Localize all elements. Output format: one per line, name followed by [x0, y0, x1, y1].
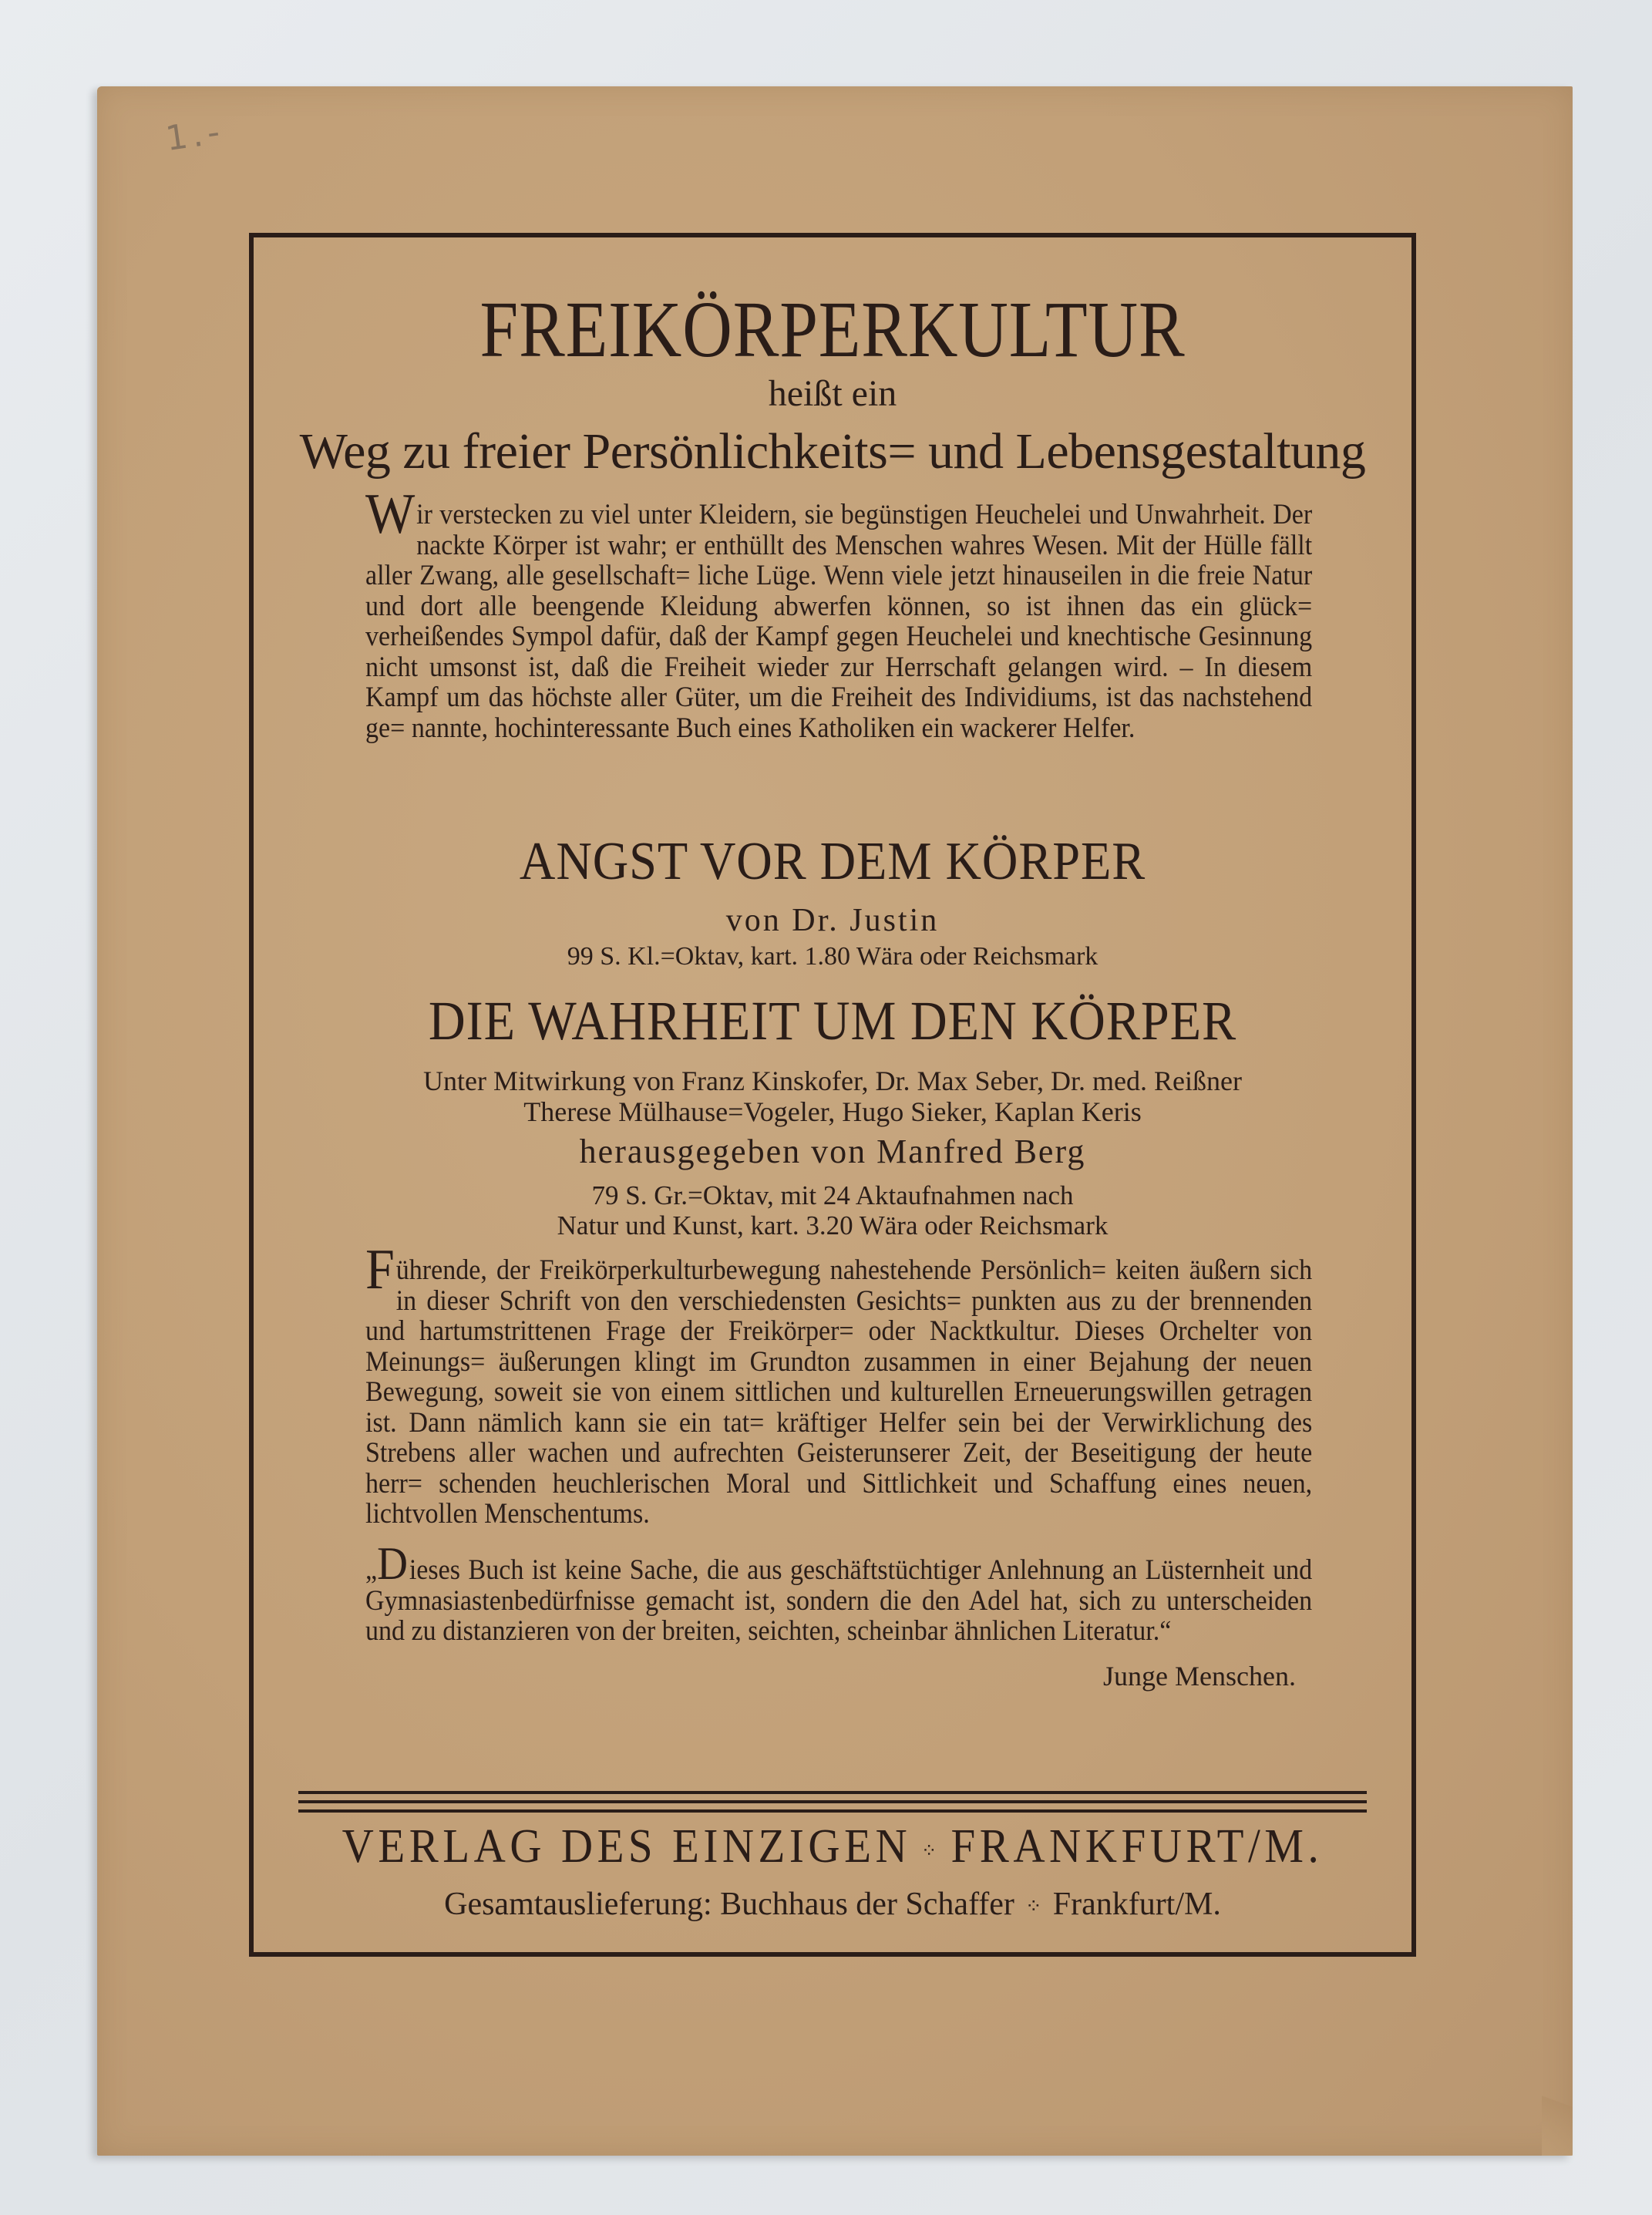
- ornament-icon: ⁘: [1025, 1895, 1042, 1918]
- quote-text: ieses Buch ist keine Sache, die aus geschäftstüchtiger Anlehnung an Lüsternheit und Gymnasiastenbedürfnisse gemacht ist, sondern die den Adel hat, sich zu unterscheiden und zu distanzieren von der breiten, seichten, scheinbar ähnlichen Literatur.“: [365, 1554, 1313, 1647]
- quote-source: Junge Menschen.: [1103, 1661, 1296, 1692]
- book2-details-line1: 79 S. Gr.=Oktav, mit 24 Aktaufnahmen nach: [591, 1180, 1074, 1210]
- description-dropcap: F: [365, 1238, 395, 1301]
- printed-frame: [249, 233, 1416, 1957]
- publisher-line: [300, 1819, 1365, 1874]
- publisher-city: FRANKFURT/M.: [950, 1820, 1324, 1873]
- subtitle-small: heißt ein: [768, 373, 897, 414]
- book1-title: ANGST VOR DEM KÖRPER: [519, 832, 1146, 891]
- description-text: ührende, der Freikörperkulturbewegung nahestehende Persönlich= keiten äußern sich in dieser Schrift von den verschiedensten Gesichts= punkten aus zu der brennenden und hartumstrittenen Frage der Freikörper= oder Nacktkultur. Dieses Orchelter von Meinungs= äußerungen klingt im Grundton zusammen in einer Bejahung der neuen Bewegung, soweit sie von einem sittlichen und kulturellen Erneuerungswillen getragen ist. Dann nämlich kann sie ein tat= kräftiger Helfer sein bei der Verwirklichung des Strebens aller wachen und aufrechten Geisterunserer Zeit, der Beseitigung der heute herr= schenden heuchlerischen Moral und Sittlichkeit und Schaffung eines neuen, lichtvollen Menschentums.: [365, 1254, 1313, 1530]
- main-title: FREIKÖRPERKULTUR: [479, 285, 1186, 374]
- torn-corner: [1542, 2066, 1573, 2156]
- subtitle-large: Weg zu freier Persönlichkeits= und Lebensgestaltung: [299, 423, 1366, 480]
- quote-open-mark: „: [365, 1554, 378, 1586]
- book2-contributors-line1: Unter Mitwirkung von Franz Kinskofer, Dr. Max Seber, Dr. med. Reißner: [423, 1065, 1242, 1096]
- book2-title: DIE WAHRHEIT UM DEN KÖRPER: [428, 990, 1237, 1052]
- quote-dropcap: D: [377, 1538, 408, 1589]
- book2-details-line2: Natur und Kunst, kart. 3.20 Wära oder Reichsmark: [557, 1210, 1109, 1240]
- delivery-city: Frankfurt/M.: [1052, 1887, 1221, 1922]
- book1-author: von Dr. Justin: [725, 903, 940, 938]
- book2-contributors-line2: Therese Mülhause=Vogeler, Hugo Sieker, Kaplan Keris: [523, 1096, 1142, 1127]
- delivery-line: [254, 1886, 1411, 1923]
- publisher-name: VERLAG DES EINZIGEN: [342, 1820, 912, 1873]
- ornament-icon: ⁘: [921, 1839, 941, 1862]
- quote-paragraph: [365, 1538, 1313, 1647]
- handwritten-price-mark: 1.-: [163, 111, 227, 160]
- book1-details: 99 S. Kl.=Oktav, kart. 1.80 Wära oder Reichsmark: [567, 942, 1099, 971]
- intro-text: ir verstecken zu viel unter Kleidern, sie begünstigen Heuchelei und Unwahrheit. Der nackte Körper ist wahr; er enthüllt des Menschen wahres Wesen. Mit der Hülle fällt aller Zwang, alle gesellschaft= liche Lüge. Wenn viele jetzt hinauseilen in die freie Natur und dort alle beengende Kleidung abwerfen können, so ist ihnen das ein glück= verheißendes Sympol dafür, daß der Kampf gegen Heuchelei und knechtische Gesinnung nicht umsonst ist, daß die Freiheit wieder zur Herrschaft gelangen wird. – In diesem Kampf um das höchste aller Güter, um die Freiheit des Individiums, ist das nachstehend ge= nannte, hochinteressante Buch eines Katholiken ein wackerer Helfer.: [365, 499, 1313, 744]
- intro-dropcap: W: [365, 483, 416, 546]
- delivery-label: Gesamtauslieferung: Buchhaus der Schaffer: [444, 1887, 1014, 1922]
- description-paragraph: [365, 1238, 1313, 1530]
- book2-editor: herausgegeben von Manfred Berg: [579, 1133, 1086, 1170]
- triple-rule-divider: [298, 1791, 1367, 1819]
- intro-paragraph: [365, 483, 1313, 744]
